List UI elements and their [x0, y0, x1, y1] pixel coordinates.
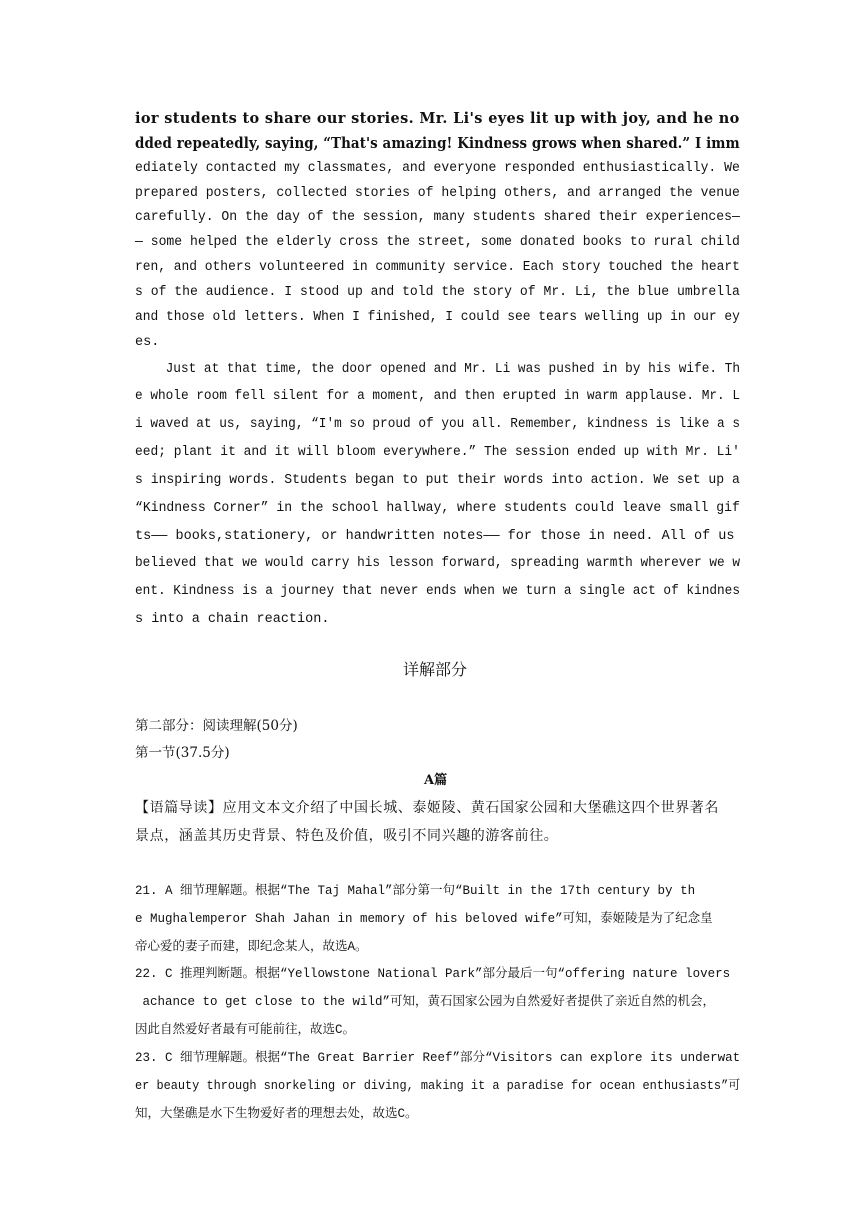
- part-title: 第二部分：阅读理解(50分): [135, 718, 298, 734]
- essay-line: carefully. On the day of the session, many students shared their experiences—: [135, 210, 740, 225]
- essay-line: “Kindness Corner” in the school hallway, where students could leave small gif: [135, 501, 740, 516]
- answer-line: er beauty through snorkeling or diving, making it a paradise for ocean enthusiasts”可: [135, 1079, 741, 1093]
- passage-title: A篇: [424, 773, 448, 788]
- guide-line: 景点，涵盖其历史背景、特色及价值，吸引不同兴趣的游客前往。: [135, 828, 559, 844]
- essay-line: ediately contacted my classmates, and everyone responded enthusiastically. We: [135, 161, 740, 176]
- essay-line: dded repeatedly, saying, “That's amazing! Kindness grows when shared.” I imm: [135, 135, 740, 152]
- answer-line: 因此自然爱好者最有可能前往，故选C。: [135, 1023, 356, 1037]
- guide-line: 【语篇导读】应用文本文介绍了中国长城、泰姬陵、黄石国家公园和大堡礁这四个世界著名: [135, 800, 719, 816]
- essay-line: ior students to share our stories. Mr. Li's eyes lit up with joy, and he no: [135, 110, 740, 127]
- essay-line: ent. Kindness is a journey that never ends when we turn a single act of kindnes: [135, 584, 741, 599]
- essay-line: — some helped the elderly cross the street, some donated books to rural child: [135, 235, 740, 250]
- answer-line: 帝心爱的妻子而建，即纪念某人，故选A。: [135, 940, 368, 954]
- essay-line: e whole room fell silent for a moment, and then erupted in warm applause. Mr. L: [135, 389, 741, 404]
- answer-line: 22. C 推理判断题。根据“Yellowstone National Park”部分最后一句“offering nature lovers: [135, 967, 731, 981]
- essay-line: s of the audience. I stood up and told the story of Mr. Li, the blue umbrella: [135, 285, 740, 300]
- essay-line: es.: [135, 335, 160, 350]
- answer-line: achance to get close to the wild”可知，黄石国家公园为自然爱好者提供了亲近自然的机会，: [135, 995, 716, 1009]
- essay-line: eed; plant it and it will bloom everywhere.” The session ended up with Mr. Li': [135, 445, 740, 460]
- essay-line: ts—— books,stationery, or handwritten notes—— for those in need. All of us: [135, 529, 735, 544]
- essay-line: ren, and others volunteered in community service. Each story touched the heart: [135, 260, 740, 275]
- answer-line: 23. C 细节理解题。根据“The Great Barrier Reef”部分“Visitors can explore its underwat: [135, 1051, 741, 1065]
- answer-line: e Mughalemperor Shah Jahan in memory of his beloved wife”可知，泰姬陵是为了纪念皇: [135, 912, 713, 926]
- essay-line: i waved at us, saying, “I'm so proud of you all. Remember, kindness is like a s: [135, 417, 741, 432]
- essay-line: s inspiring words. Students began to put their words into action. We set up a: [135, 473, 740, 488]
- essay-line: s into a chain reaction.: [135, 612, 330, 627]
- answer-line: 21. A 细节理解题。根据“The Taj Mahal”部分第一句“Built in the 17th century by th: [135, 884, 696, 898]
- essay-line: prepared posters, collected stories of helping others, and arranged the venue: [135, 186, 740, 201]
- essay-line: Just at that time, the door opened and Mr. Li was pushed in by his wife. Th: [135, 362, 741, 377]
- answer-line: 知，大堡礁是水下生物爱好者的理想去处，故选C。: [135, 1107, 418, 1121]
- section-title: 详解部分: [403, 660, 468, 679]
- essay-line: and those old letters. When I finished, I could see tears welling up in our ey: [135, 310, 740, 325]
- section-one-title: 第一节(37.5分): [135, 745, 230, 761]
- essay-line: believed that we would carry his lesson forward, spreading warmth wherever we w: [135, 556, 741, 571]
